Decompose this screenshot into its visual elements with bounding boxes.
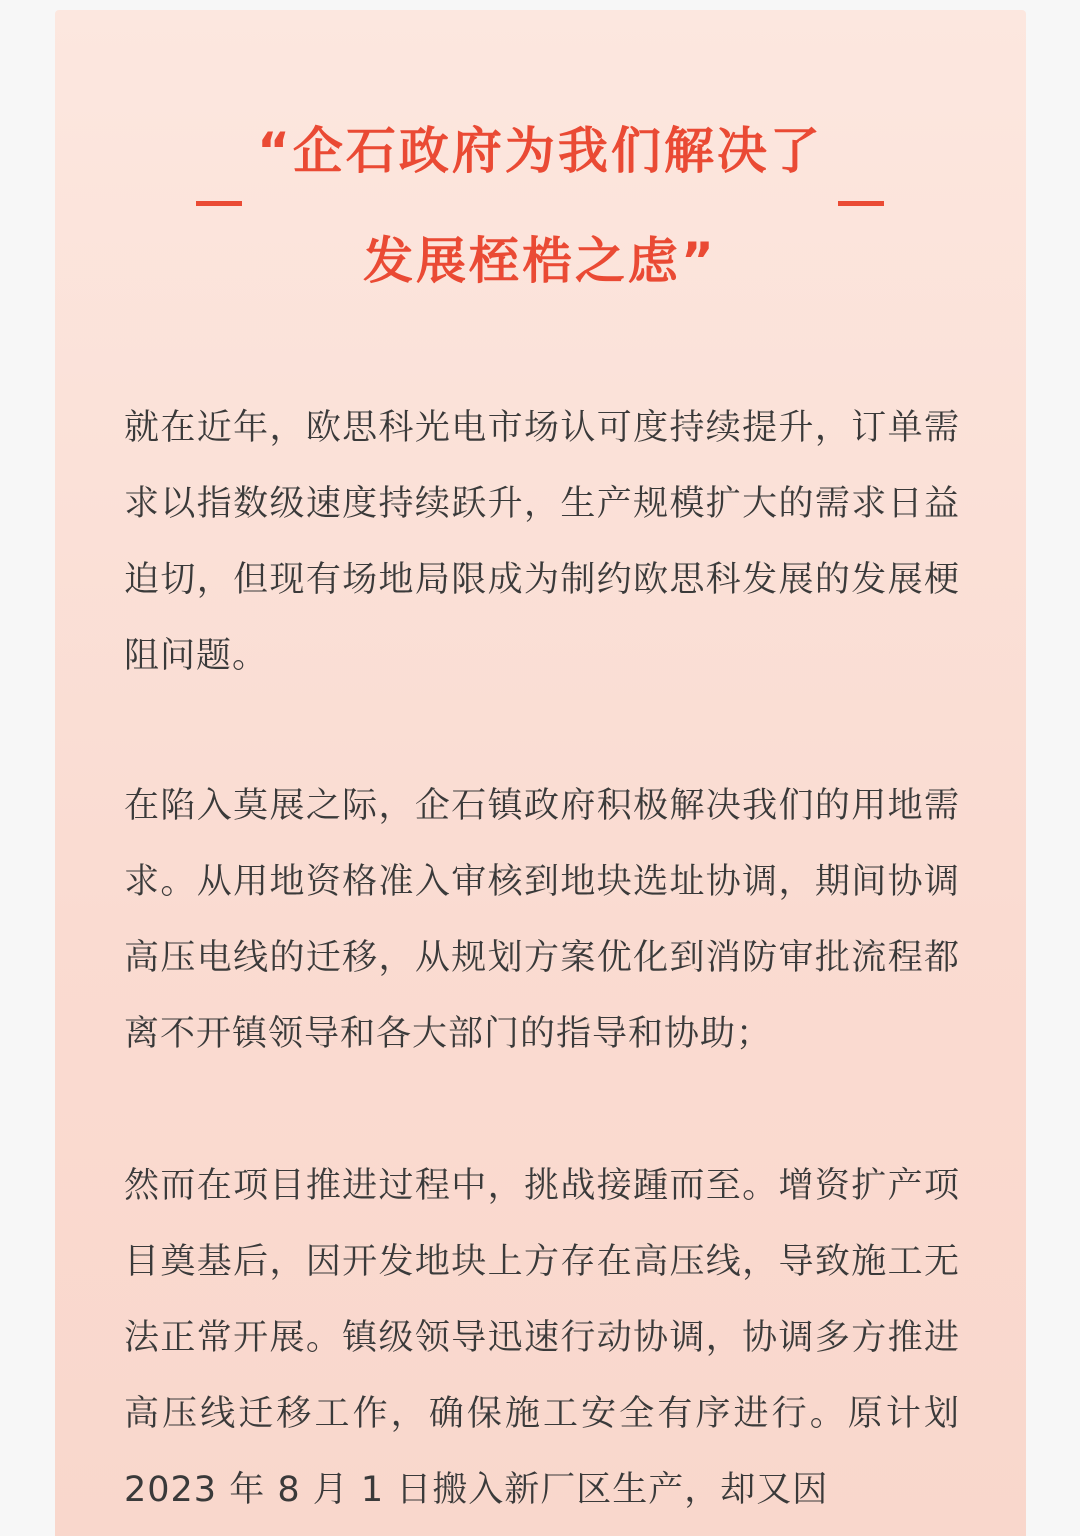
paragraph-3: 然而在项目推进过程中，挑战接踵而至。增资扩产项目奠基后，因开发地块上方存在高压线，导致施工无法正常开展。镇级领导迅速行动协调，协调多方推进高压线迁移工作，确保施工安全有序进行。原计划 2023 年 8 月 1 日搬入新厂区生产，却又因 — [124, 1166, 960, 1510]
heading-line-2: 发展桎梏之虑” — [363, 232, 717, 290]
paragraph-1: 就在近年，欧思科光电市场认可度持续提升，订单需求以指数级速度持续跃升，生产规模扩大的需求日益迫切，但现有场地局限成为制约欧思科发展的发展梗阻问题。 — [124, 408, 960, 676]
heading-left-dash — [196, 201, 242, 206]
heading-line-1: “企石政府为我们解决了 — [257, 122, 823, 180]
heading-right-dash — [838, 201, 884, 206]
section-heading — [0, 108, 1080, 298]
paragraph-2: 在陷入莫展之际，企石镇政府积极解决我们的用地需求。从用地资格准入审核到地块选址协调，期间协调高压电线的迁移，从规划方案优化到消防审批流程都离不开镇领导和各大部门的指导和协助； — [124, 786, 960, 1054]
